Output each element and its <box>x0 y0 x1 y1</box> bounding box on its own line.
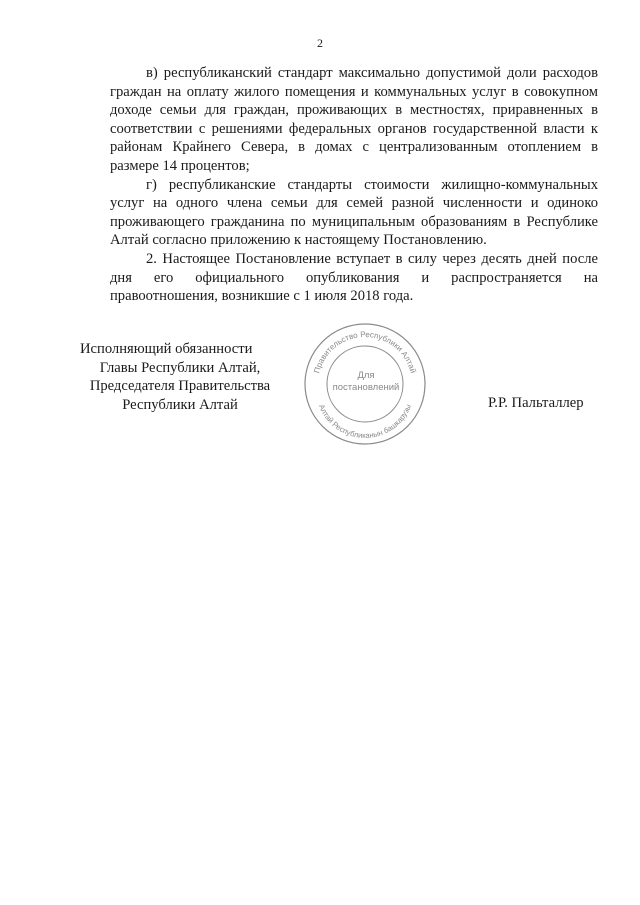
signer-title-line-4: Республики Алтай <box>122 396 238 413</box>
seal-inner-text-line-1: Для <box>357 370 375 381</box>
seal-outer-text-bottom: Алтай Республиканын башкарузы <box>316 402 414 441</box>
seal-graphic <box>300 319 430 449</box>
signer-title-line-1: Исполняющий обязанности <box>80 341 253 357</box>
paragraph-v: в) республиканский стандарт максимально допустимой доли расходов граждан на оплату жилого помещения и коммунальных услуг в совокупном доходе семьи для граждан, проживающих в местностях, приравненных в соответствии с решениями федеральных органов государственной власти к районам Крайнего Севера, в домах с централизованным отоплением в размере 14 процентов; <box>110 65 598 174</box>
seal-inner-text-line-2: постановлений <box>332 382 400 393</box>
seal-outer-text-top: Правительство Республики Алтай <box>312 329 418 375</box>
signer-title-line-3: Председателя Правительства <box>89 378 271 394</box>
paragraph-g: г) республиканские стандарты стоимости жилищно-коммунальных услуг на одного члена семьи для семей разной численности и одиноко проживающего гражданина по муниципальным образованиям в Республике Алтай согласно приложению к настоящему Постановлению. <box>110 176 598 249</box>
document-body <box>110 64 598 306</box>
signer-title-line-2: Главы Республики Алтай, <box>99 359 261 376</box>
page-number: 2 <box>317 36 323 50</box>
signer-name: Р.Р. Пальталлер <box>488 395 584 411</box>
signature-title-block <box>80 340 280 414</box>
paragraph-2: 2. Настоящее Постановление вступает в силу через десять дней после дня его официального опубликования и распространяется на правоотношения, возникшие с 1 июля 2018 года. <box>110 250 598 305</box>
official-seal-stamp <box>300 319 430 449</box>
